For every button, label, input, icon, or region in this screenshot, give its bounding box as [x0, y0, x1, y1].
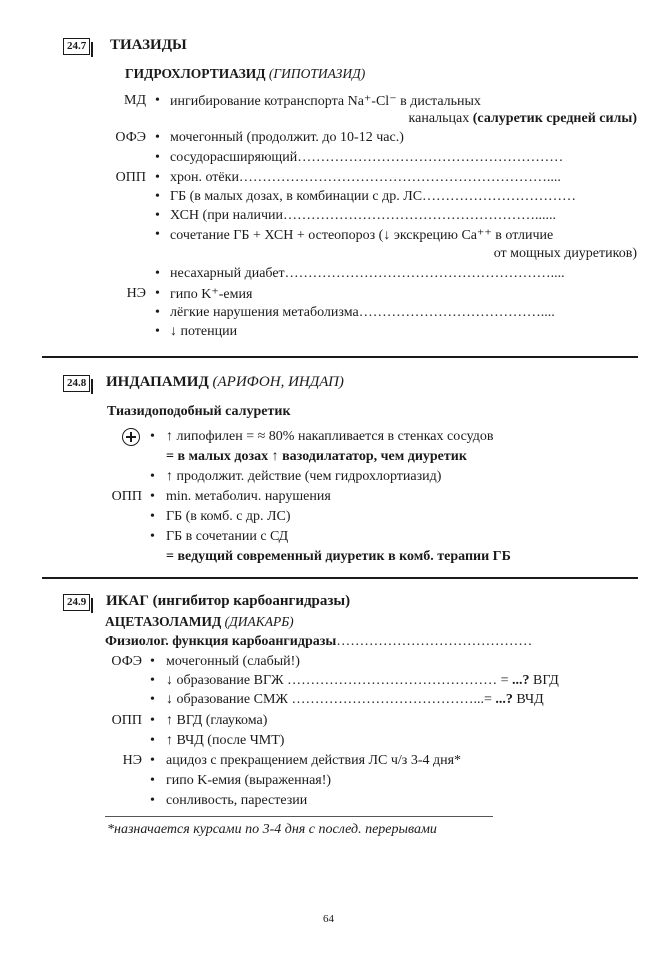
drug-alias: (ГИПОТИАЗИД) [268, 66, 366, 81]
ofe-item-2: ↓ образование ВГЖ ……………………………………… = ...? ВГД [166, 673, 559, 688]
bullet: • [150, 793, 155, 808]
bullet: • [155, 93, 160, 108]
section-number: 24.7 [63, 38, 90, 55]
opp-item-1: min. метаболич. нарушения [166, 489, 331, 504]
opp-item-3: ХСН (при наличии………………………………………………...... [170, 208, 557, 223]
bullet: • [150, 429, 155, 444]
label-opp: ОПП [111, 489, 142, 504]
bullet: • [150, 469, 155, 484]
page-number: 64 [323, 913, 334, 925]
opp-item-1: хрон. отёки………………………………………………………….... [170, 170, 561, 185]
footnote-divider [105, 816, 493, 817]
opp-item-2: ГБ (в малых дозах, в комбинации с др. ЛС…………………………… [170, 189, 577, 204]
ne-item-2: гипо K-емия (выраженная!) [166, 773, 332, 788]
advantage-item-2: ↑ продолжит. действие (чем гидрохлортиазид) [166, 469, 442, 484]
bullet: • [155, 286, 160, 301]
section-title: ИКАГ (ингибитор карбоангидразы) [106, 593, 351, 609]
label-md: МД [124, 93, 146, 108]
opp-item-4-cont: от мощных диуретиков) [493, 246, 637, 261]
bullet: • [155, 305, 160, 320]
opp-item-4: сочетание ГБ + ХСН + остеопороз (↓ экскрецию Ca⁺⁺ в отличие [170, 228, 554, 243]
section-divider [42, 356, 638, 358]
ne-item-3: сонливость, парестезии [166, 793, 308, 808]
section-number: 24.8 [63, 375, 90, 392]
bullet: • [155, 324, 160, 339]
bullet: • [150, 529, 155, 544]
bullet: • [150, 713, 155, 728]
bullet: • [155, 170, 160, 185]
section-title: ТИАЗИДЫ [110, 37, 187, 53]
bullet: • [150, 489, 155, 504]
drug-name: ГИДРОХЛОРТИАЗИД (ГИПОТИАЗИД) [125, 66, 366, 81]
ne-item-2: лёгкие нарушения метаболизма………………………………….... [170, 305, 555, 320]
opp-item-3: ГБ в сочетании с СД [166, 529, 289, 544]
bullet: • [155, 208, 160, 223]
bullet: • [150, 692, 155, 707]
bullet: • [155, 227, 160, 242]
bullet: • [150, 753, 155, 768]
bullet: • [150, 773, 155, 788]
drug-alias: (ДИАКАРБ) [224, 614, 294, 629]
ne-item-3: ↓ потенции [170, 324, 238, 339]
footnote: *назначается курсами по 3-4 дня с послед. перерывами [107, 822, 437, 837]
md-line-2: канальцах (салуретик средней силы) [408, 111, 637, 126]
bullet: • [150, 673, 155, 688]
opp-item-1: ↑ ВГД (глаукома) [166, 713, 268, 728]
label-opp: ОПП [115, 170, 146, 185]
label-ofe: ОФЭ [111, 654, 142, 669]
ne-item-1: ацидоз с прекращением действия ЛС ч/з 3-4 дня* [166, 753, 462, 768]
bullet: • [155, 150, 160, 165]
advantage-item-1: ↑ липофилен = ≈ 80% накапливается в стенках сосудов [166, 429, 494, 444]
md-line-1: ингибирование котранспорта Na⁺-Cl⁻ в дистальных [170, 94, 481, 109]
section-title: ИНДАПАМИД (АРИФОН, ИНДАП) [106, 374, 344, 390]
opp-item-5: несахарный диабет………………………………………………….... [170, 266, 565, 281]
section-subtitle: Тиазидоподобный салуретик [107, 404, 291, 419]
advantage-item-1-cont: = в малых дозах ↑ вазодилататор, чем диуретик [166, 449, 467, 464]
section-number: 24.9 [63, 594, 90, 611]
ofe-item-3: ↓ образование СМЖ …………………………………...= ...? ВЧД [166, 692, 544, 707]
ofe-item-1: мочегонный (слабый!) [166, 654, 300, 669]
opp-item-3-cont: = ведущий современный диуретик в комб. терапии ГБ [166, 549, 511, 564]
opp-item-2: ↑ ВЧД (после ЧМТ) [166, 733, 285, 748]
label-ofe: ОФЭ [115, 130, 146, 145]
ofe-item-1: мочегонный (продолжит. до 10-12 час.) [170, 130, 404, 145]
bullet: • [150, 654, 155, 669]
plus-circle-icon [122, 428, 140, 446]
drug-name: АЦЕТАЗОЛАМИД (ДИАКАРБ) [105, 614, 294, 629]
section-divider [42, 577, 638, 579]
ofe-item-2: сосудорасширяющий………………………………………………… [170, 150, 564, 165]
bullet: • [150, 733, 155, 748]
physiology-line: Физиолог. функция карбоангидразы…………………………………… [105, 634, 533, 649]
bullet: • [155, 130, 160, 145]
drug-alias: (АРИФОН, ИНДАП) [212, 374, 344, 390]
bullet: • [150, 509, 155, 524]
label-ne: НЭ [122, 753, 142, 768]
bullet: • [155, 266, 160, 281]
ne-item-1: гипо K⁺-емия [170, 287, 253, 302]
label-ne: НЭ [126, 286, 146, 301]
bullet: • [155, 189, 160, 204]
opp-item-2: ГБ (в комб. с др. ЛС) [166, 509, 291, 524]
label-opp: ОПП [111, 713, 142, 728]
